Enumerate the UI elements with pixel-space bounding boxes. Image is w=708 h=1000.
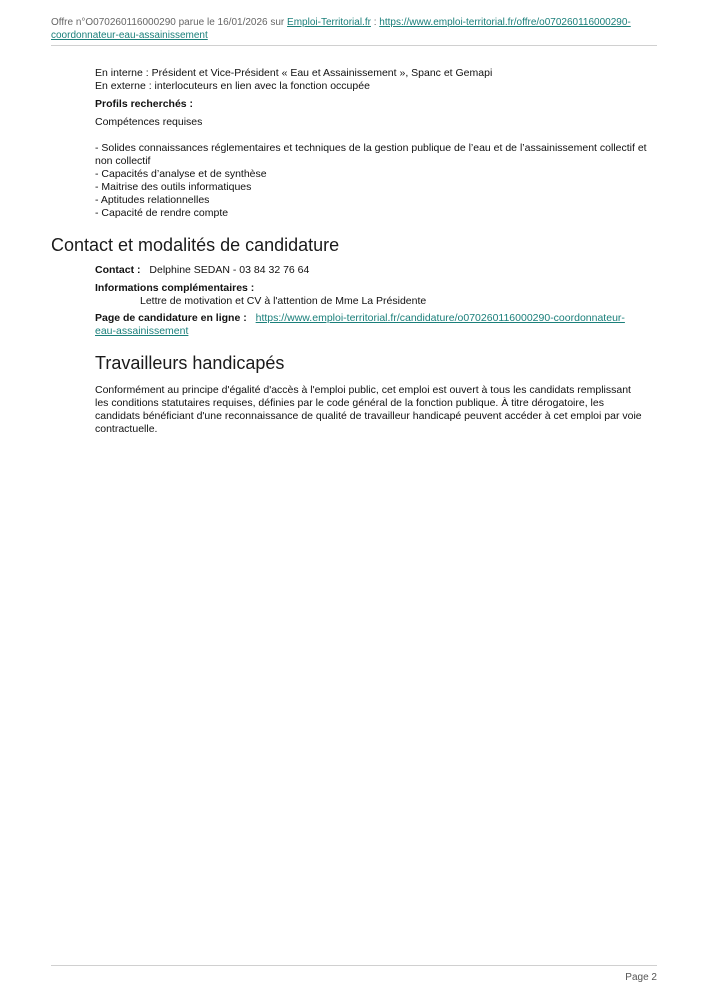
header-prefix: Offre n°O070260116000290 parue le 16/01/2026 sur bbox=[51, 17, 285, 28]
skills-list bbox=[95, 142, 665, 220]
site-link[interactable]: Emploi-Territorial.fr bbox=[287, 17, 371, 28]
offer-url-link[interactable]: https://www.emploi-territorial.fr/offre/o070260116000290- coordonnateur-eau-assainissement bbox=[51, 17, 631, 41]
skill-item: - Capacité de rendre compte bbox=[95, 207, 229, 219]
profiles-title: Profils recherchés : bbox=[95, 98, 194, 110]
apply-url-link[interactable]: https://www.emploi-territorial.fr/candidature/o070260116000290-coordonnateur- eau-assainissement bbox=[95, 312, 625, 337]
contact-row bbox=[95, 264, 665, 277]
apply-row bbox=[95, 312, 665, 338]
contact-label: Contact : bbox=[95, 264, 141, 276]
skill-item: - Capacités d’analyse et de synthèse bbox=[95, 168, 267, 180]
relations-internal: En interne : Président et Vice-Président « Eau et Assainissement », Spanc et Gemapi bbox=[95, 67, 493, 79]
handicap-line: candidats bénéficiant d'une reconnaissance de qualité de travailleur handicapé peuvent accéder à cet emploi par voie bbox=[95, 410, 642, 422]
handicap-text bbox=[95, 384, 665, 436]
header-divider bbox=[51, 45, 657, 46]
handicap-line: contractuelle. bbox=[95, 423, 158, 435]
footer-divider bbox=[51, 965, 657, 966]
contact-value: Delphine SEDAN - 03 84 32 76 64 bbox=[149, 264, 310, 276]
skill-item: - Maitrise des outils informatiques bbox=[95, 181, 252, 193]
skill-item: - Aptitudes relationnelles bbox=[95, 194, 210, 206]
skill-item: - Solides connaissances réglementaires et techniques de la gestion publique de l’eau et de l’assainissement collectif et bbox=[95, 142, 647, 154]
handicap-section-title: Travailleurs handicapés bbox=[95, 353, 285, 373]
page-number: Page 2 bbox=[625, 972, 657, 983]
apply-label: Page de candidature en ligne : bbox=[95, 312, 247, 324]
relations-block bbox=[95, 67, 665, 93]
handicap-line: les conditions statutaires requises, définies par le code général de la fonction publique. À titre dérogatoire, les bbox=[95, 397, 604, 409]
info-value: Lettre de motivation et CV à l'attention de Mme La Présidente bbox=[140, 295, 427, 307]
page-header bbox=[51, 16, 657, 42]
handicap-line: Conformément au principe d'égalité d'accès à l'emploi public, cet emploi est ouvert à tous les candidats remplissant bbox=[95, 384, 631, 396]
contact-section-title: Contact et modalités de candidature bbox=[51, 235, 340, 255]
header-separator: : bbox=[373, 17, 377, 28]
relations-external: En externe : interlocuteurs en lien avec la fonction occupée bbox=[95, 80, 370, 92]
profiles-subtitle: Compétences requises bbox=[95, 116, 203, 128]
skill-item: non collectif bbox=[95, 155, 151, 167]
info-label: Informations complémentaires : bbox=[95, 282, 255, 294]
